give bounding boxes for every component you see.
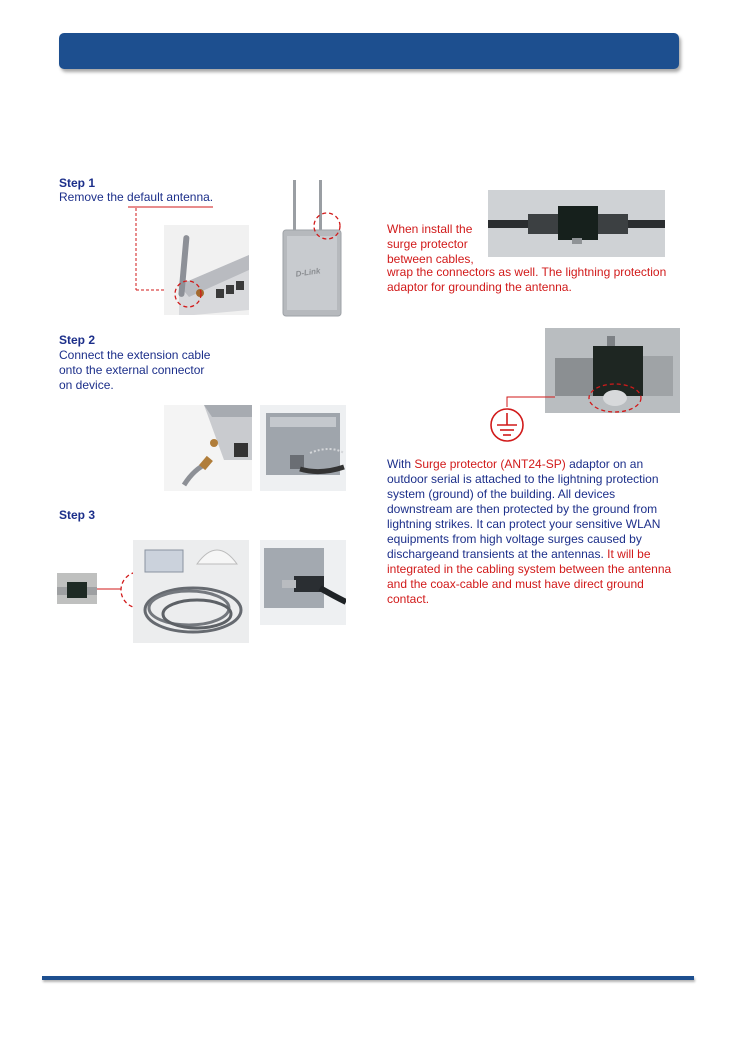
step2-line-3: on device. bbox=[59, 378, 114, 392]
surge-protector-cables-photo bbox=[488, 190, 665, 257]
step2-title: Step 2 bbox=[59, 333, 96, 347]
surge-note-line-4: wrap the connectors as well. The lightning protection bbox=[387, 265, 667, 279]
footer-rule bbox=[42, 976, 694, 980]
surge-note-line-1: When install the bbox=[387, 222, 473, 236]
antenna-kit-photo bbox=[133, 540, 249, 643]
desc-line-5: lightning strikes. It can protect your sensitive WLAN bbox=[387, 517, 661, 531]
default-antenna-label: default antenna bbox=[127, 190, 210, 204]
surge-description bbox=[387, 457, 687, 607]
desc-line-3: system (ground) of the building. All devices bbox=[387, 487, 616, 501]
surge-protector-thumbnail bbox=[57, 573, 97, 604]
desc-line-1: With Surge protector (ANT24-SP) adaptor on an bbox=[387, 457, 644, 471]
step2-line-2: onto the external connector bbox=[59, 363, 205, 377]
surge-note-line-3: between cables, bbox=[387, 252, 474, 266]
step2-line-1: Connect the extension cable bbox=[59, 348, 211, 362]
surge-note-short bbox=[387, 222, 474, 267]
surge-note-line-5: adaptor for grounding the antenna. bbox=[387, 280, 572, 294]
desc-line-7: dischargeand transients at the antennas. It will be bbox=[387, 547, 651, 561]
step1-text-after: . bbox=[209, 190, 214, 204]
desc-line-8: integrated in the cabling system between the antenna bbox=[387, 562, 672, 576]
surge-note-line-2: surge protector bbox=[387, 237, 468, 251]
surge-note-long bbox=[387, 265, 681, 295]
header-bar bbox=[59, 33, 679, 69]
connector-attach-photo bbox=[260, 405, 346, 491]
router-antenna-photo bbox=[164, 225, 249, 315]
desc-line-10: contact. bbox=[387, 592, 430, 606]
surge-mounted-photo bbox=[260, 540, 346, 625]
step2-text bbox=[59, 348, 210, 393]
step1-text-before: Remove the bbox=[59, 190, 128, 204]
ground-symbol bbox=[485, 395, 595, 447]
desc-line-9: and the coax-cable and must have direct ground bbox=[387, 577, 644, 591]
desc-line-2: outdoor serial is attached to the lightning protection bbox=[387, 472, 659, 486]
step1-title: Step 1 bbox=[59, 176, 96, 190]
surge-protector-model: Surge protector (ANT24-SP) bbox=[414, 457, 566, 471]
access-point-photo bbox=[265, 178, 350, 318]
extension-cable-photo bbox=[164, 405, 252, 491]
desc-line-4: downstream are then protected by the ground from bbox=[387, 502, 658, 516]
ap-logo-text: D-Link bbox=[295, 266, 321, 279]
desc-line-6: equipments from high voltage surges caused by bbox=[387, 532, 642, 546]
step3-title: Step 3 bbox=[59, 508, 96, 522]
